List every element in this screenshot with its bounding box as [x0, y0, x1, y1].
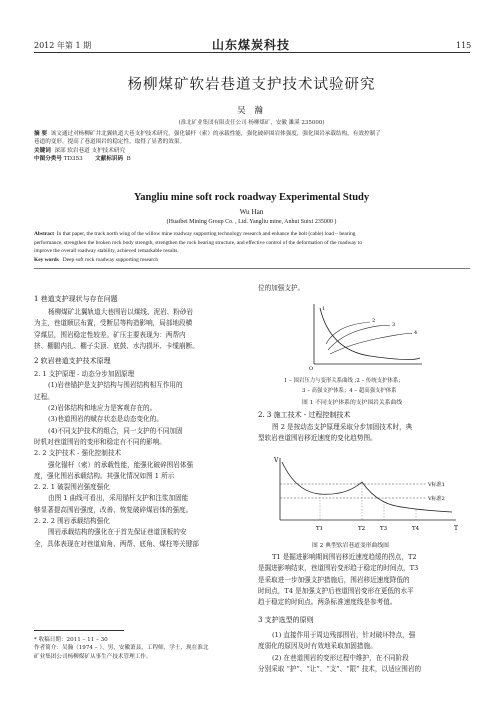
fig2-y-label: V: [274, 457, 279, 464]
clc-label: 中图分类号: [34, 156, 62, 163]
clc-code: TD353: [63, 156, 83, 163]
text-line: 度弱化的原因及时有效地采取加固措施。: [258, 642, 377, 651]
header-rule: [34, 52, 470, 53]
keywords-en-label: Key words: [34, 256, 59, 263]
abstract-cn: [34, 130, 470, 164]
fig1-curve-label: 2: [372, 318, 376, 324]
doc-code-label: 文献标识码: [95, 156, 124, 163]
fig2-deformation-curve: [282, 462, 452, 512]
text-line: 是采取进一步加强支护措施后，围岩移近速度降低的: [258, 575, 410, 584]
abstract-en-line: performance, strengthen the broken rock body strength, strengthen the rock bearing structure, and effective control of the deformation of the roadway to: [34, 239, 363, 246]
paragraph-line: 强化锚杆（索）的承载性能，能强化破碎围岩体强: [48, 460, 194, 469]
fig2-ref-label: V标准2: [428, 496, 445, 502]
text-line: 图 2 是按动态支护原理采取分步加固技术时，典: [272, 423, 413, 431]
author-bio: 矿业集团公司杨柳煤矿从事生产技术管理工作。: [34, 653, 152, 660]
text-line: 全，具体表现在对巷道肩角、两帮、底角、煤柱等关键部: [34, 539, 199, 548]
fig2-x-label: T: [454, 525, 459, 532]
subsection-heading: 2. 2. 1 破裂围岩强度强化: [34, 483, 110, 492]
fig2-tick-label: T1: [316, 526, 324, 532]
author-en: Wu Han: [239, 208, 264, 216]
text-line: (2) 在巷道围岩的变形过程中维护，在不同阶段: [272, 653, 409, 662]
section-2-3-heading: 2. 3 施工技术 - 过程控制技术: [258, 411, 351, 419]
right-top-line: 位的加强支护。: [258, 284, 305, 292]
text-line: 为主，巷道顺层布置，受断层等构造影响，局部地段横: [34, 319, 193, 328]
para-fig2: [258, 552, 470, 608]
paragraph-line: (2)岩体结构和地应力是客观存在的。: [48, 404, 157, 413]
section-3-heading: 3 支护选型的原则: [258, 616, 314, 624]
fig1-legend-line: 3 – 高强支护体系；4 – 超高强支护体系: [302, 388, 397, 394]
article-title-en: Yangliu mine soft rock roadway Experimental Study: [133, 192, 370, 203]
fig1-curve-2: [326, 322, 370, 344]
abstract-en: [34, 230, 470, 264]
article-title-cn: 杨柳煤矿软岩巷道支护技术试验研究: [127, 77, 376, 93]
figure-1: [300, 300, 430, 372]
text-line: 时间点，T4 是加强支护后巷道围岩变形在更低的水平: [258, 586, 414, 595]
subsection-heading: 2. 2 支护技术 - 强化控制技术: [34, 449, 122, 458]
received-date: * 收稿日期：2011 – 11 – 30: [34, 637, 108, 643]
subsection-heading: 2. 2. 2 围岩承载结构强化: [34, 517, 110, 526]
paragraph-line: (3)巷道围岩的赋存状态是动态变化的。: [48, 415, 163, 424]
abstract-line: 该文通过对杨柳矿井北翼轨道大巷支护技术研究，强化锚杆（索）的承载性能，强化破碎围岩体强度，强化围岩承载结构，有效控制了: [50, 131, 381, 137]
left-column: [34, 290, 246, 550]
fig2-caption: 图 2 典型软岩巷道变形曲线图: [312, 543, 389, 549]
keywords-label: 关键词: [34, 147, 51, 154]
text-line: (1) 直接作用于周边残部围岩，针对破坏特点，强: [272, 631, 416, 639]
figure-2: [266, 452, 462, 536]
fig2-tick-label: T2: [358, 526, 366, 532]
journal-issue: 2012 年第 1 期: [34, 41, 92, 50]
journal-logo: 山东煤炭科技: [212, 38, 291, 52]
fig2-ref-label: V标准1: [428, 482, 445, 488]
paragraph-line: 围岩承载结构的强化在于首先保证巷道顶板的安: [48, 528, 187, 537]
fig1-curve-label: 4: [414, 330, 418, 336]
abstract-line: 巷道的变形，提高了巷道围岩的稳定性，取得了显著的效果。: [34, 139, 186, 146]
author-cn: 吴 瀚: [237, 106, 266, 116]
section-heading: 1 巷道支护现状与存在问题: [34, 295, 118, 303]
section-heading: 2 软岩巷道支护技术原理: [34, 357, 111, 366]
affiliation-cn: (淮北矿业集团有限责任公司 杨柳煤矿，安徽 濉溪 235000): [178, 120, 325, 126]
abstract-en-line: In that paper, the track north wing of the willow mine roadway supporting technology research and enhance the bolt (cable) load – bearing: [56, 231, 356, 237]
text-line: 是掘进影响结束，巷道围岩变形趋于稳定的时间点，T3: [258, 564, 419, 573]
text-line: 型软岩巷道围岩移近速度的变化趋势图。: [258, 434, 377, 443]
affiliation-en: (Huaibei Mining Group Co. , Ltd. Yangliu mine, Anhui Suixi 235000 ): [166, 219, 337, 225]
subsection-heading: 2. 1 支护原理 - 动态分步加固原理: [34, 370, 135, 379]
keywords-en: Deep soft rock roadway supporting research: [62, 256, 159, 263]
paragraph-line: 杨柳煤矿北翼轨道大巷围岩以煤线、泥岩、粉砂岩: [48, 308, 194, 316]
para-3: [258, 630, 470, 675]
paragraph-line: 由图 1 曲线可看出，采用锚杆支护和注浆加固能: [48, 494, 189, 503]
text-line: 分别采取 “护”、“让”、“支”、“限” 技术，以适应围岩的: [258, 664, 422, 673]
doc-code: B: [126, 156, 131, 163]
paragraph-line: (4)不同支护技术的组合，同一支护的不同加固: [48, 426, 183, 435]
fig1-curve-label: 1: [322, 306, 326, 312]
footnote: [34, 636, 246, 661]
fig1-curve-label: 3: [392, 322, 396, 328]
abstract-rule: [34, 268, 470, 269]
fig1-origin-label: O: [309, 366, 314, 372]
paragraph-line: (1)岩巷锚护是支护结构与围岩结构相互作用的: [48, 381, 183, 390]
text-line: 够显著提高围岩强度，改善、恢复破碎煤岩体的强度。: [34, 505, 193, 514]
text-line: 过程。: [34, 392, 54, 401]
text-line: 时机对巷道围岩的变形和稳定有不同的影响。: [34, 437, 166, 446]
abstract-en-line: improve the overall roadway stability, achieved remarkable results.: [34, 248, 179, 255]
text-line: T1 是掘进影响期间围岩移近速度趋缓的拐点，T2: [272, 553, 417, 561]
author-bio: 作者简介：吴瀚（1974 – ），男，安徽萧县，工程师，学士，现在淮北: [34, 645, 209, 652]
text-line: 穿煤层，围岩稳定性较差。矿压主要表现为：两帮内: [34, 330, 186, 339]
abstract-label: 摘 要: [34, 131, 48, 137]
text-line: 挤、棚腿内扎、棚子尖顶、底鼓、水沟损坏、卡缆崩断。: [34, 341, 199, 350]
fig1-curve-4: [330, 334, 412, 355]
page-number: 115: [456, 41, 472, 50]
text-line: 度，强化围岩承载结构。其强化情况如图 1 所示: [34, 471, 175, 480]
fig1-legend-line: 1 – 围岩压力与变形关系曲线 ;2 – 传统支护体系；: [284, 378, 404, 384]
fig2-tick-label: T4: [412, 526, 420, 532]
fig1-caption: 图 1 不同支护体系的支护围岩关系曲线: [302, 400, 403, 406]
text-line: 趋于稳定的时间点。两条标准速度线是参考值。: [258, 598, 397, 607]
footnote-rule: [34, 630, 124, 631]
abstract-en-label: Abstract: [34, 231, 55, 237]
para-2-3: [258, 422, 470, 445]
keywords: 深部 软岩巷道 支护技术研究: [54, 147, 126, 154]
fig2-tick-label: T3: [380, 526, 388, 532]
